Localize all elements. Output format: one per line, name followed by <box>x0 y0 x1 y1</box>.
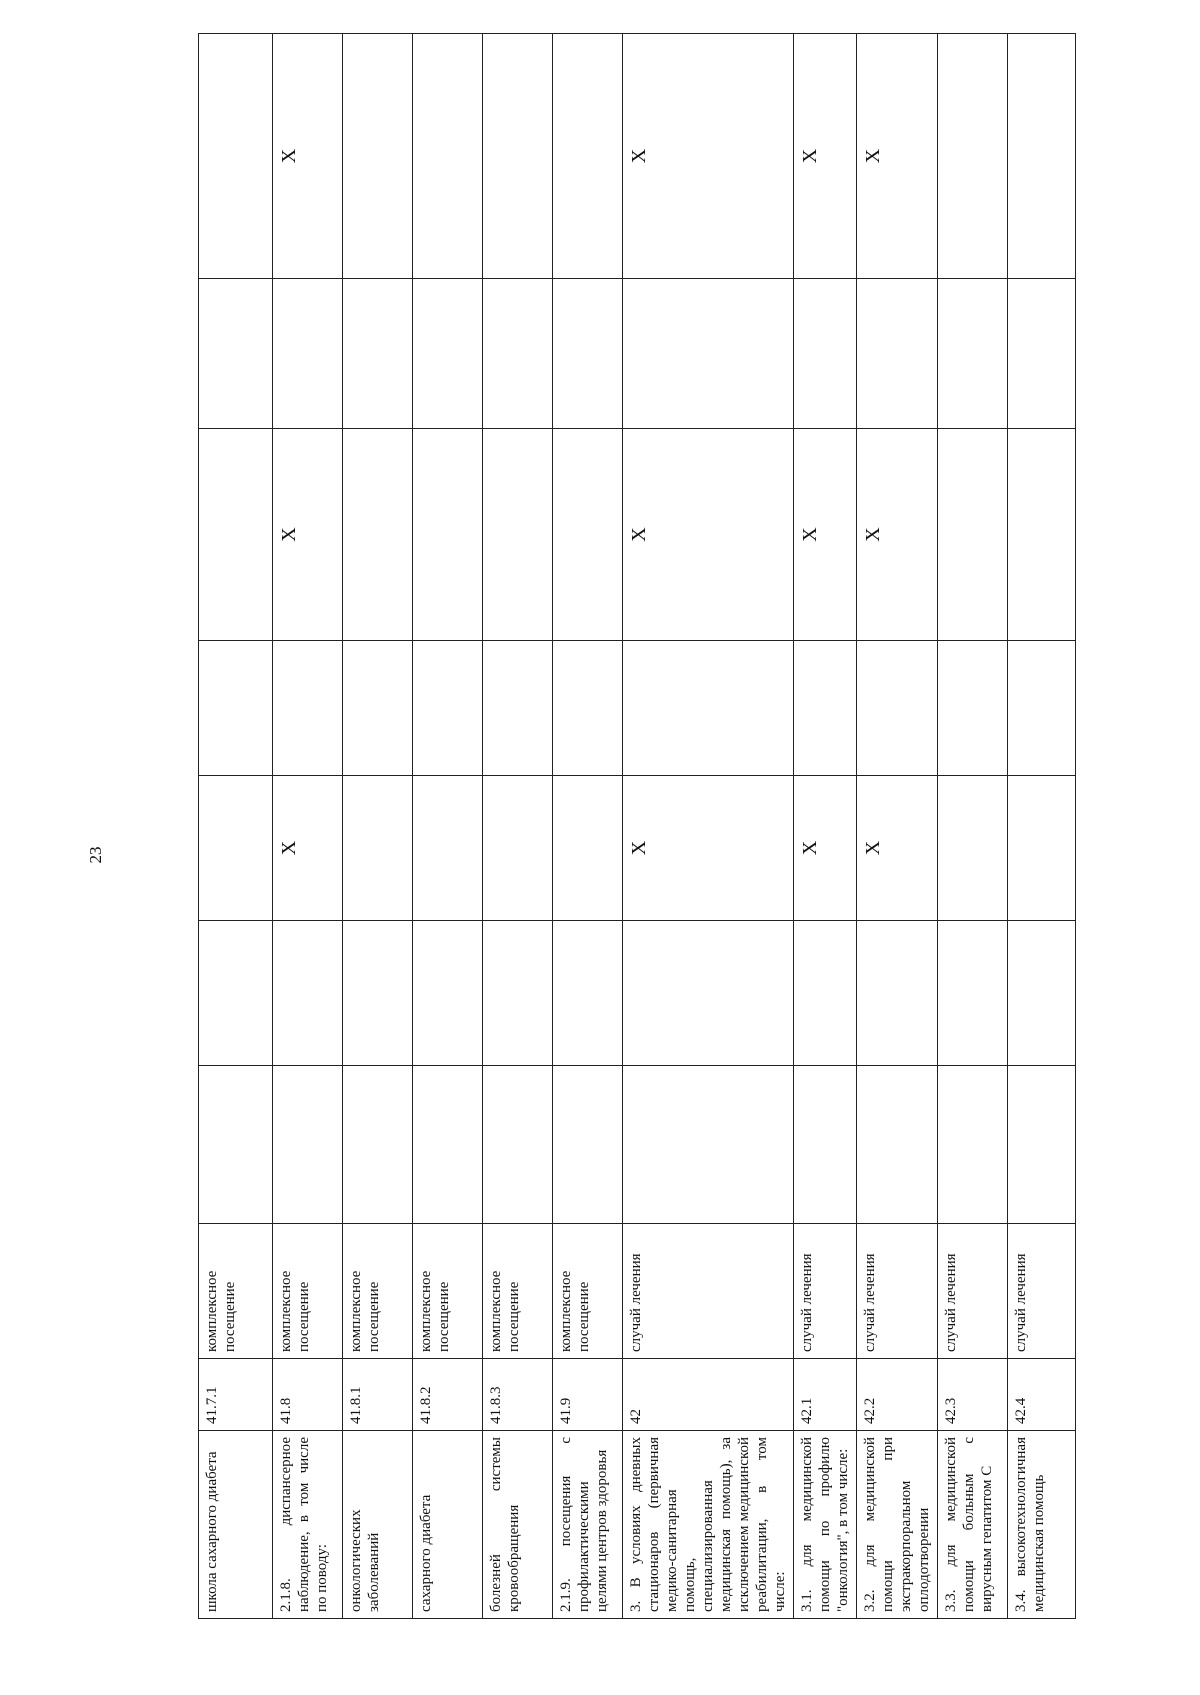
empty-cell <box>273 921 343 1066</box>
empty-cell <box>199 921 273 1066</box>
empty-cell <box>938 279 1008 429</box>
empty-cell <box>413 776 483 921</box>
empty-cell <box>553 279 623 429</box>
row-name-cell: 2.1.9. посещения с профилактическими целями центров здоровья <box>553 1431 623 1619</box>
x-mark-cell: X <box>857 34 938 279</box>
empty-cell <box>938 429 1008 641</box>
x-mark-cell: X <box>857 776 938 921</box>
row-unit-cell: комплексное посещение <box>199 1224 273 1359</box>
empty-cell <box>857 1066 938 1224</box>
empty-cell <box>413 429 483 641</box>
row-unit-cell: комплексное посещение <box>413 1224 483 1359</box>
row-code-cell: 41.9 <box>553 1359 623 1431</box>
data-table <box>198 33 1076 1619</box>
empty-cell <box>857 641 938 776</box>
empty-cell <box>1008 1066 1076 1224</box>
row-unit-cell: комплексное посещение <box>553 1224 623 1359</box>
empty-cell <box>938 776 1008 921</box>
row-unit-cell: случай лечения <box>1008 1224 1076 1359</box>
row-code-cell: 41.8.3 <box>483 1359 553 1431</box>
row-code-cell: 41.8.2 <box>413 1359 483 1431</box>
empty-cell <box>553 921 623 1066</box>
empty-cell <box>413 279 483 429</box>
table-row <box>938 34 1008 1619</box>
row-name-cell: 3. В условиях дневных стационаров (первичная медико-санитарная помощь, специализированная медицинская помощь), за исключением медицинской реабилитации, в том числе: <box>623 1431 794 1619</box>
empty-cell <box>343 921 413 1066</box>
empty-cell <box>199 34 273 279</box>
x-mark-cell: X <box>857 429 938 641</box>
empty-cell <box>343 34 413 279</box>
row-code-cell: 41.7.1 <box>199 1359 273 1431</box>
empty-cell <box>1008 34 1076 279</box>
empty-cell <box>938 1066 1008 1224</box>
empty-cell <box>483 429 553 641</box>
empty-cell <box>483 776 553 921</box>
empty-cell <box>623 921 794 1066</box>
row-name-cell: болезней системы кровообращения <box>483 1431 553 1619</box>
empty-cell <box>1008 641 1076 776</box>
row-name-cell: 3.1. для медицинской помощи по профилю "онкология", в том числе: <box>794 1431 857 1619</box>
row-code-cell: 41.8 <box>273 1359 343 1431</box>
empty-cell <box>199 429 273 641</box>
x-mark-cell: X <box>273 429 343 641</box>
row-unit-cell: случай лечения <box>938 1224 1008 1359</box>
table-row <box>794 34 857 1619</box>
row-unit-cell: случай лечения <box>794 1224 857 1359</box>
empty-cell <box>1008 776 1076 921</box>
table-row <box>343 34 413 1619</box>
empty-cell <box>1008 429 1076 641</box>
empty-cell <box>623 641 794 776</box>
table-container <box>198 74 1047 1619</box>
x-mark-cell: X <box>273 776 343 921</box>
table-row <box>413 34 483 1619</box>
empty-cell <box>483 921 553 1066</box>
empty-cell <box>483 34 553 279</box>
empty-cell <box>857 921 938 1066</box>
empty-cell <box>938 34 1008 279</box>
empty-cell <box>413 641 483 776</box>
row-unit-cell: случай лечения <box>857 1224 938 1359</box>
row-unit-cell: комплексное посещение <box>343 1224 413 1359</box>
x-mark-cell: X <box>794 429 857 641</box>
empty-cell <box>938 641 1008 776</box>
row-name-cell: онкологических заболеваний <box>343 1431 413 1619</box>
row-name-cell: 3.4. высокотехнологичная медицинская помощь <box>1008 1431 1076 1619</box>
empty-cell <box>273 279 343 429</box>
empty-cell <box>483 279 553 429</box>
empty-cell <box>199 1066 273 1224</box>
row-name-cell: 3.3. для медицинской помощи больным с вирусным гепатитом С <box>938 1431 1008 1619</box>
table-row <box>857 34 938 1619</box>
x-mark-cell: X <box>273 34 343 279</box>
row-unit-cell: комплексное посещение <box>483 1224 553 1359</box>
x-mark-cell: X <box>623 776 794 921</box>
table-row <box>199 34 273 1619</box>
empty-cell <box>343 279 413 429</box>
table-row <box>1008 34 1076 1619</box>
empty-cell <box>553 776 623 921</box>
empty-cell <box>553 429 623 641</box>
row-code-cell: 42.2 <box>857 1359 938 1431</box>
rotated-table-frame <box>198 74 1047 1619</box>
empty-cell <box>938 921 1008 1066</box>
row-name-cell: 3.2. для медицинской помощи при экстракорпоральном оплодотворении <box>857 1431 938 1619</box>
empty-cell <box>857 279 938 429</box>
x-mark-cell: X <box>794 34 857 279</box>
table-row <box>273 34 343 1619</box>
row-code-cell: 42.3 <box>938 1359 1008 1431</box>
empty-cell <box>553 34 623 279</box>
row-name-cell: школа сахарного диабета <box>199 1431 273 1619</box>
empty-cell <box>623 1066 794 1224</box>
table-row <box>623 34 794 1619</box>
empty-cell <box>343 1066 413 1224</box>
empty-cell <box>794 641 857 776</box>
table-row <box>553 34 623 1619</box>
x-mark-cell: X <box>623 34 794 279</box>
empty-cell <box>199 279 273 429</box>
empty-cell <box>199 641 273 776</box>
page-number: 23 <box>86 846 105 864</box>
empty-cell <box>343 641 413 776</box>
empty-cell <box>794 921 857 1066</box>
table-row <box>483 34 553 1619</box>
row-name-cell: сахарного диабета <box>413 1431 483 1619</box>
empty-cell <box>794 279 857 429</box>
empty-cell <box>199 776 273 921</box>
empty-cell <box>553 1066 623 1224</box>
row-code-cell: 42.4 <box>1008 1359 1076 1431</box>
empty-cell <box>273 1066 343 1224</box>
empty-cell <box>413 1066 483 1224</box>
empty-cell <box>623 279 794 429</box>
empty-cell <box>413 34 483 279</box>
row-unit-cell: случай лечения <box>623 1224 794 1359</box>
empty-cell <box>343 776 413 921</box>
x-mark-cell: X <box>623 429 794 641</box>
empty-cell <box>483 1066 553 1224</box>
row-unit-cell: комплексное посещение <box>273 1224 343 1359</box>
empty-cell <box>794 1066 857 1224</box>
row-name-cell: 2.1.8. диспансерное наблюдение, в том числе по поводу: <box>273 1431 343 1619</box>
empty-cell <box>483 641 553 776</box>
row-code-cell: 42 <box>623 1359 794 1431</box>
empty-cell <box>553 641 623 776</box>
empty-cell <box>413 921 483 1066</box>
row-code-cell: 42.1 <box>794 1359 857 1431</box>
x-mark-cell: X <box>794 776 857 921</box>
empty-cell <box>343 429 413 641</box>
empty-cell <box>1008 921 1076 1066</box>
row-code-cell: 41.8.1 <box>343 1359 413 1431</box>
empty-cell <box>273 641 343 776</box>
empty-cell <box>1008 279 1076 429</box>
